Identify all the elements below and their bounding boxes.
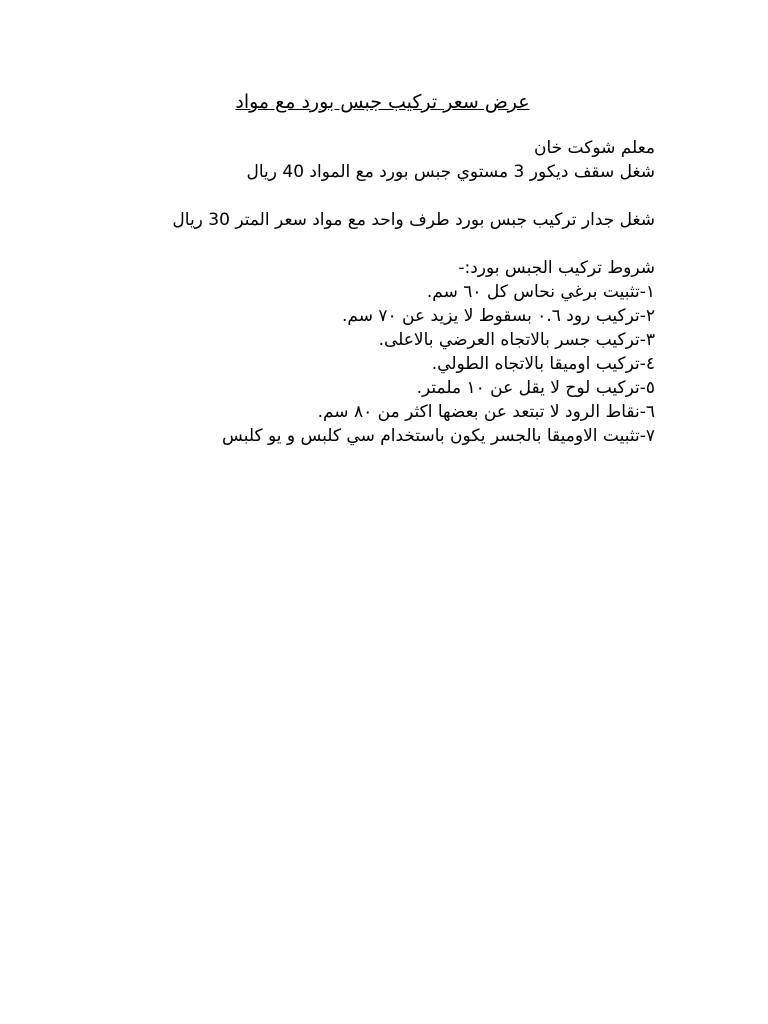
wall-offer: شغل جدار تركيب جبس بورد طرف واحد مع مواد سعر المتر 30 ريال — [172, 210, 655, 230]
condition-item: ٥-تركيب لوح لا يقل عن ١٠ ملمتر. — [416, 378, 655, 398]
condition-item: ٤-تركيب اوميقا بالاتجاه الطولي. — [431, 354, 655, 374]
contractor-name: معلم شوكت خان — [533, 138, 655, 158]
document-body — [110, 88, 655, 448]
condition-item: ٦-نقاط الرود لا تبتعد عن بعضها اكثر من ٨٠ سم. — [317, 402, 655, 422]
condition-item: ١-تثبيت برغي نحاس كل ٦٠ سم. — [426, 282, 655, 302]
conditions-heading: شروط تركيب الجبس بورد:- — [458, 258, 655, 278]
condition-item: ٧-تثبيت الاوميقا بالجسر يكون باستخدام سي كلبس و يو كلبس — [222, 426, 655, 446]
ceiling-offer: شغل سقف ديكور 3 مستوي جبس بورد مع المواد 40 ريال — [246, 162, 655, 182]
condition-item: ٣-تركيب جسر بالاتجاه العرضي بالاعلى. — [378, 330, 655, 350]
spacer — [110, 232, 655, 256]
condition-item: ٢-تركيب رود ٠.٦ بسقوط لا يزيد عن ٧٠ سم. — [342, 306, 655, 326]
document-title: عرض سعر تركيب جبس بورد مع مواد — [235, 91, 530, 113]
spacer — [110, 184, 655, 208]
